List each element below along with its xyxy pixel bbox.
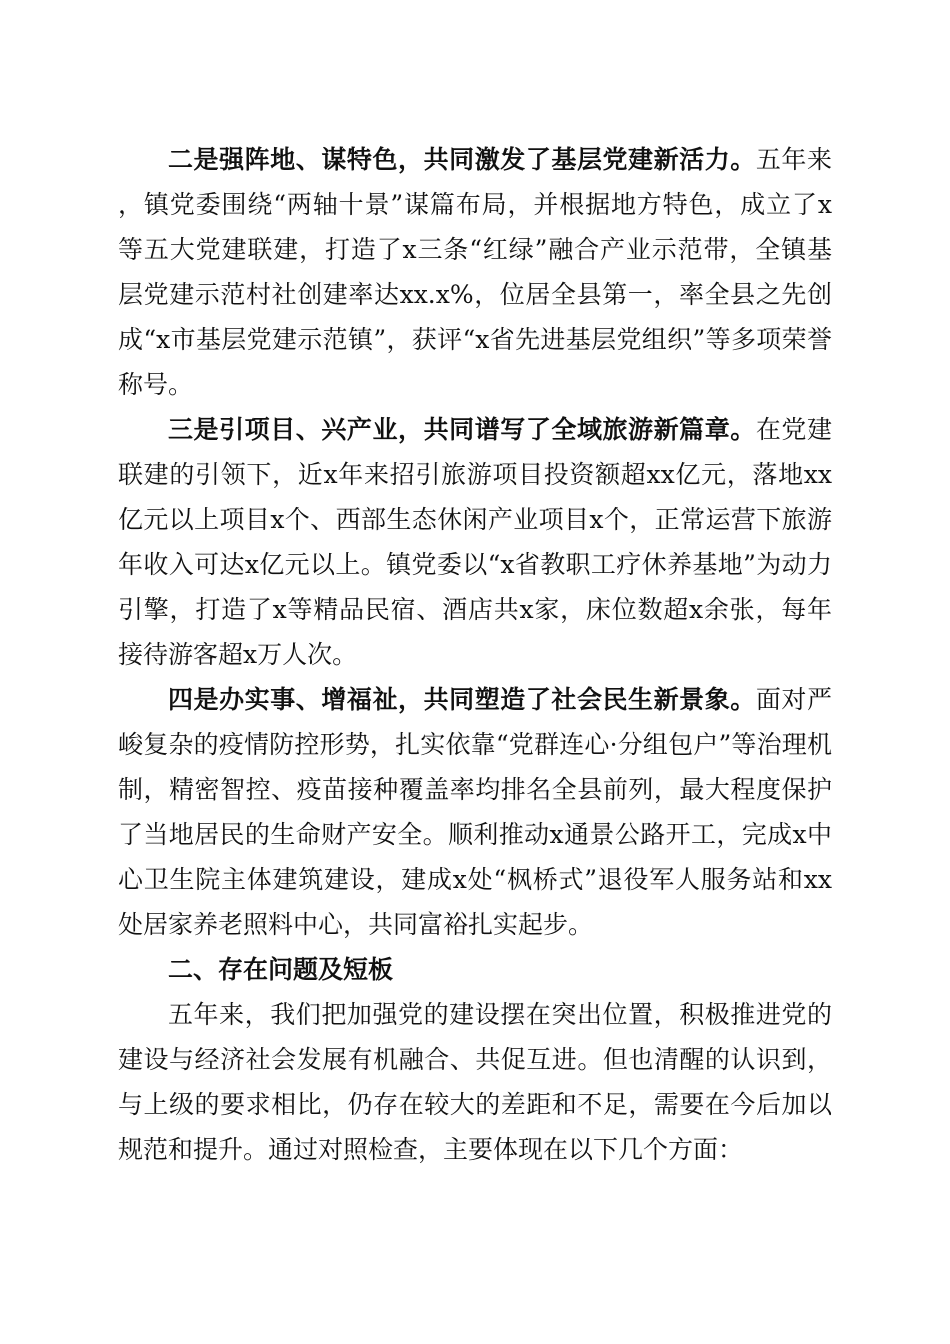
paragraph-body: 五年来，镇党委围绕“两轴十景”谋篇布局，并根据地方特色，成立了x等五大党建联建，打造了x三条“红绿”融合产业示范带，全镇基层党建示范村社创建率达xx.x%，位居全县第一，率全县之先创成“x市基层党建示范镇”，获评“x省先进基层党组织”等多项荣誉称号。 (118, 145, 832, 399)
paragraph-lead: 三是引项目、兴产业，共同谱写了全域旅游新篇章。 (168, 415, 756, 444)
paragraph-problems-intro: 五年来，我们把加强党的建设摆在突出位置，积极推进党的建设与经济社会发展有机融合、共促互进。但也清醒的认识到，与上级的要求相比，仍存在较大的差距和不足，需要在今后加以规范和提升。通过对照检查，主要体现在以下几个方面： (118, 1000, 832, 1164)
paragraph-party-building (118, 137, 832, 407)
section-heading: 二、存在问题及短板 (168, 955, 394, 984)
paragraph-body: 面对严峻复杂的疫情防控形势，扎实依靠“党群连心·分组包户”等治理机制，精密智控、疫苗接种覆盖率均排名全县前列，最大程度保护了当地居民的生命财产安全。顺利推动x通景公路开工，完成x中心卫生院主体建筑建设，建成x处“枫桥式”退役军人服务站和xx处居家养老照料中心，共同富裕扎实起步。 (118, 685, 832, 939)
paragraph-body: 在党建联建的引领下，近x年来招引旅游项目投资额超xx亿元，落地xx亿元以上项目x个、西部生态休闲产业项目x个，正常运营下旅游年收入可达x亿元以上。镇党委以“x省教职工疗休养基地”为动力引擎，打造了x等精品民宿、酒店共x家，床位数超x余张，每年接待游客超x万人次。 (118, 415, 832, 669)
paragraph-tourism (118, 407, 832, 677)
paragraph-lead: 四是办实事、增福祉，共同塑造了社会民生新景象。 (168, 685, 756, 714)
paragraph-lead: 二是强阵地、谋特色，共同激发了基层党建新活力。 (168, 145, 756, 174)
paragraph-livelihood (118, 677, 832, 947)
